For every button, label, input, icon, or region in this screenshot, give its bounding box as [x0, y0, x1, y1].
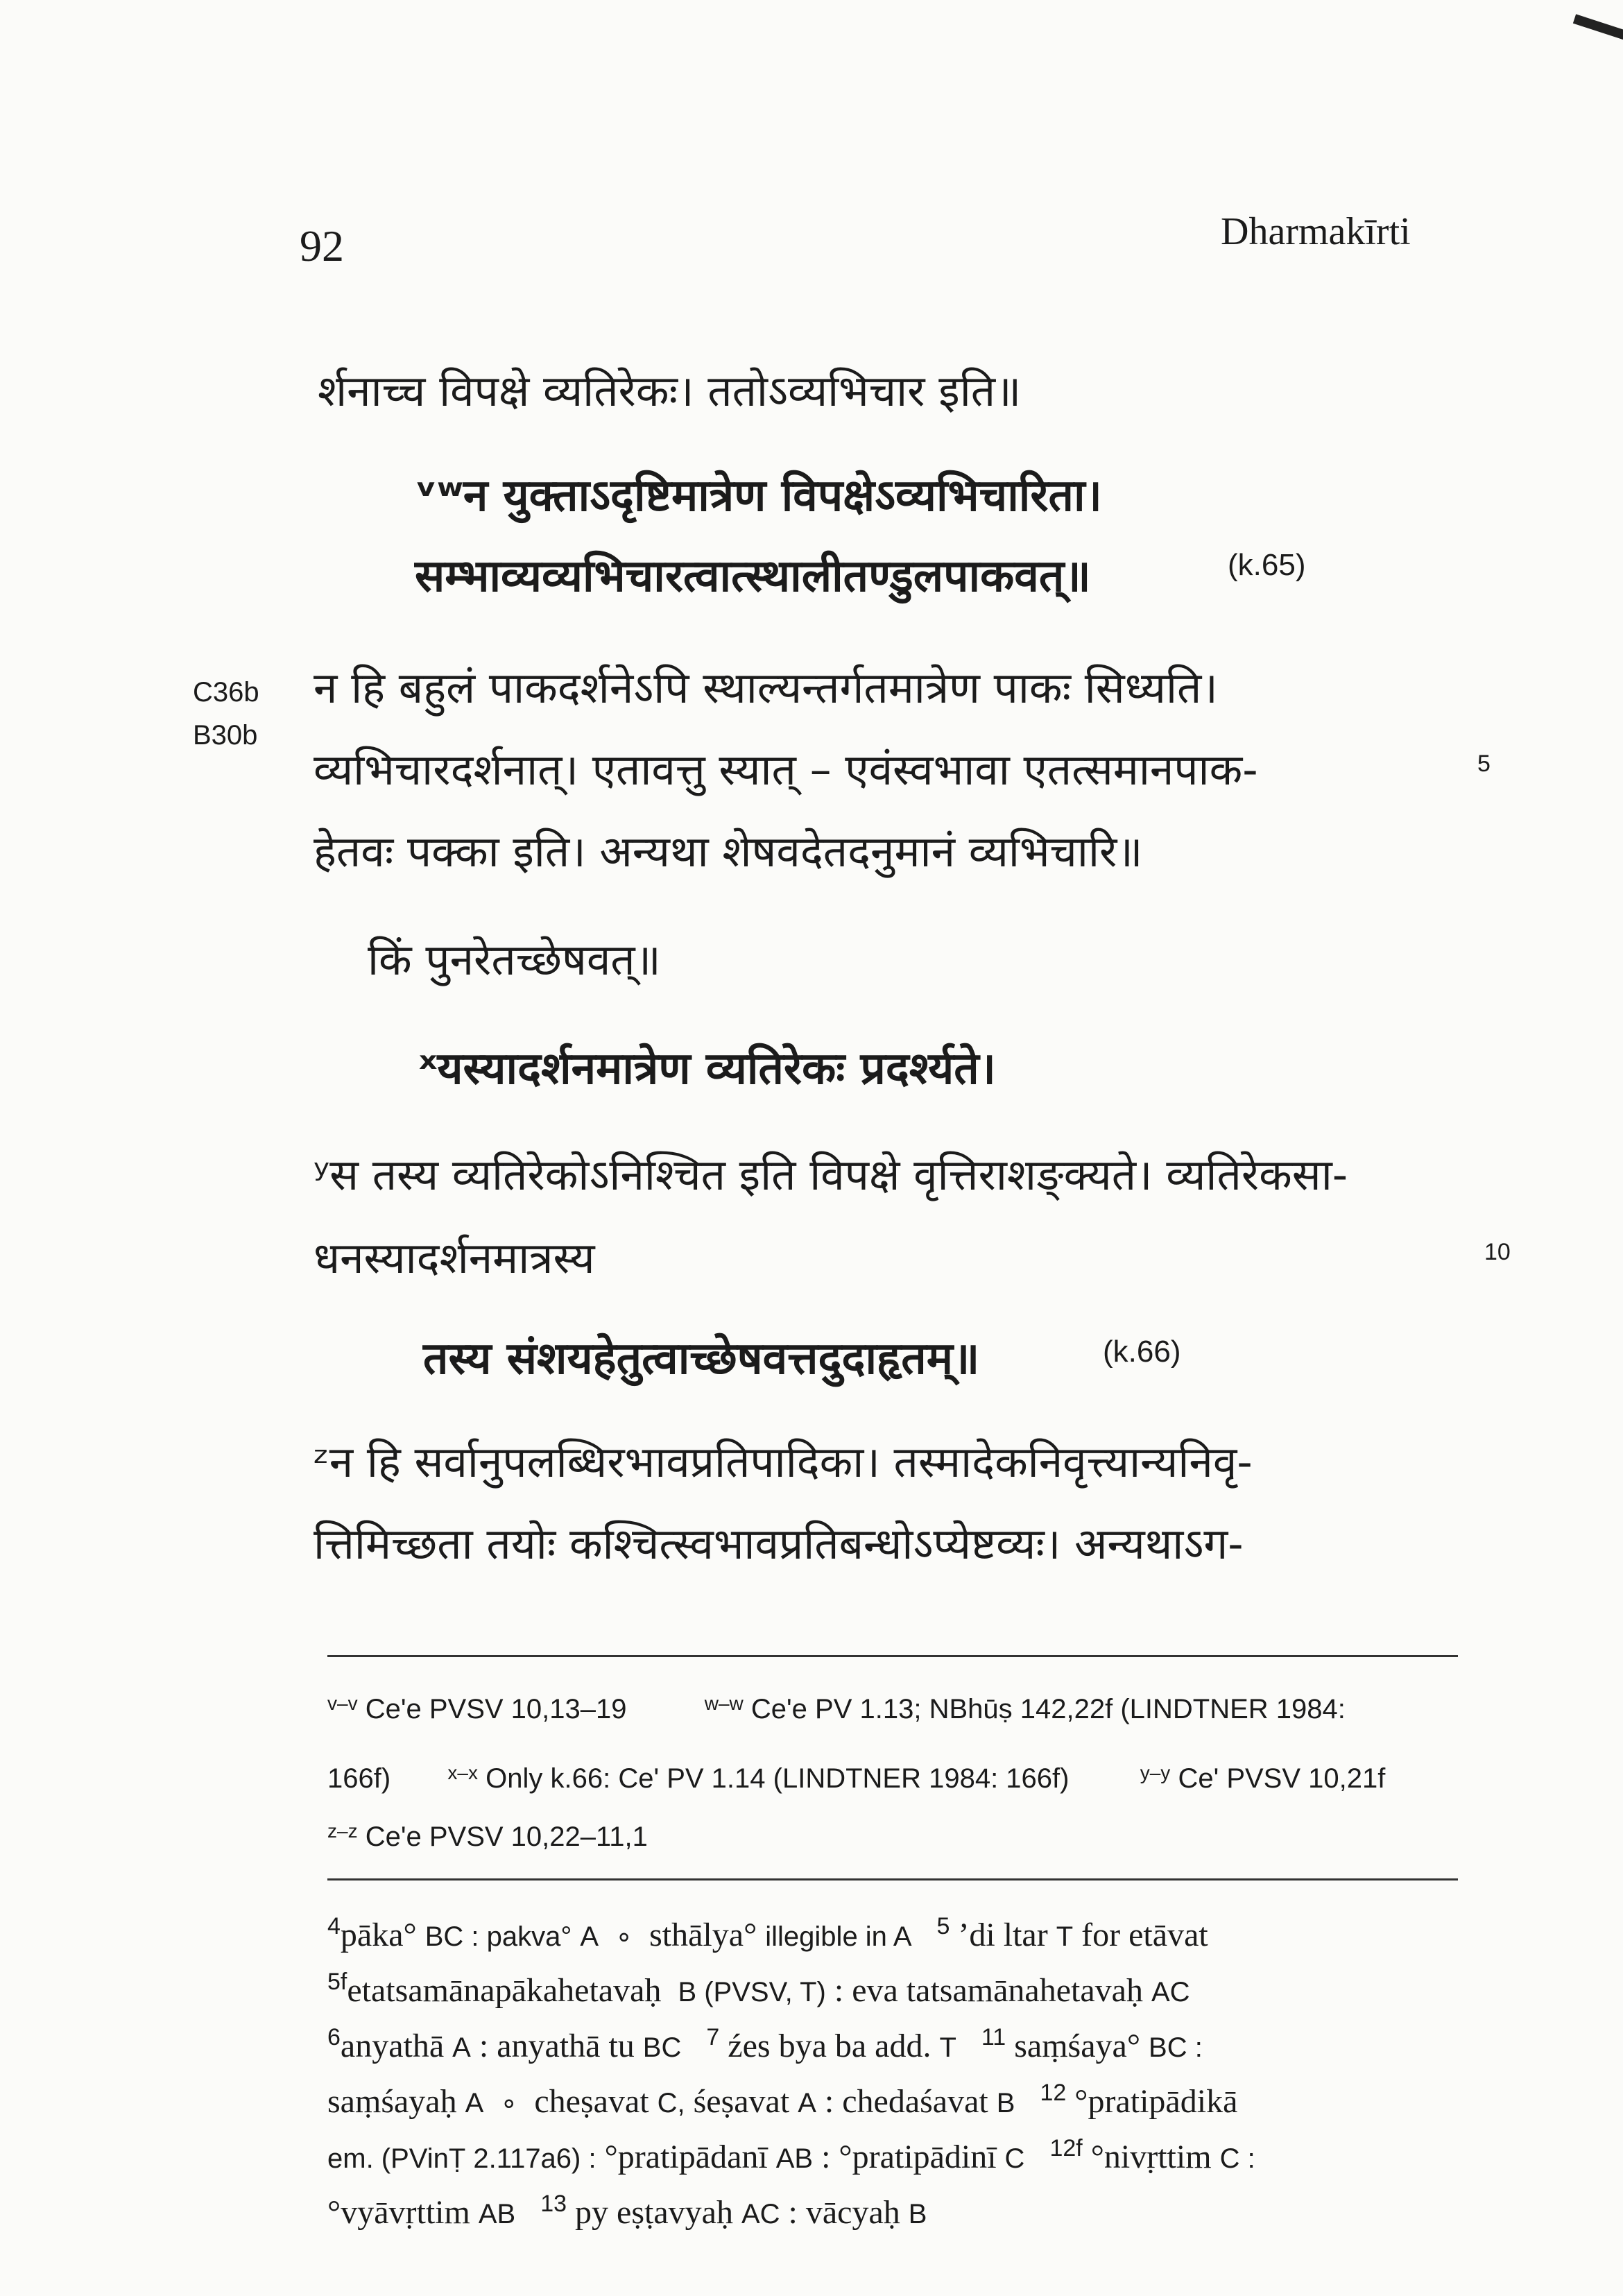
apparatus-line-1: $^4$pāka° BC : pakva° A ∘ sthālya° illegible in A $^5$ ’di ltar T for etāvat	[327, 1913, 1208, 1953]
apparatus-line-2: $^{5f}$etatsamānapākahetavaḥ B (PVSV, T) : eva tatsamānahetavaḥ AC	[327, 1969, 1190, 2009]
apparatus-line-4: saṃśayaḥ A ∘ cheṣavat C, śeṣavat A : chedaśavat B $^{12}$ °pratipādikā	[327, 2080, 1238, 2120]
verse-65-line-b: सम्भाव्यव्यभिचारत्वात्स्थालीतण्डुलपाकवत्॥	[415, 551, 1091, 602]
prose-line-2: व्यभिचारदर्शनात्। एतावत्तु स्यात् – एवंस्वभावा एतत्समानपाक-	[314, 744, 1258, 795]
verse-65-label: (k.65)	[1228, 548, 1306, 582]
line-number-5: 5	[1477, 751, 1491, 777]
prose-line-6: ᶻन हि सर्वानुपलब्धिरभावप्रतिपादिका। तस्मादेकनिवृत्त्यान्यनिवृ-	[314, 1437, 1253, 1487]
prose-line-1: न हि बहुलं पाकदर्शनेऽपि स्थाल्यन्तर्गतमात्रेण पाकः सिध्यति।	[314, 662, 1218, 713]
scan-corner-mark	[1573, 14, 1623, 40]
testimonia-line-3: $^{z-z}$ Ce'e PVSV 10,22–11,1	[327, 1820, 648, 1852]
page-number: 92	[300, 221, 344, 271]
prose-line-3: हेतवः पक्का इति। अन्यथा शेषवदेतदनुमानं व्यभिचारि॥	[314, 826, 1143, 877]
text-line-1: र्शनाच्च विपक्षे व्यतिरेकः। ततोऽव्यभिचार इति॥	[318, 366, 1022, 416]
prose-line-7: त्तिमिच्छता तयोः कश्चित्स्वभावप्रतिबन्धोऽप्येष्टव्यः। अन्यथाऽग-	[314, 1518, 1244, 1569]
prose-line-5: धनस्यादर्शनमात्रस्य	[314, 1233, 595, 1283]
running-title: Dharmakīrti	[1221, 210, 1411, 253]
apparatus-rule	[327, 1878, 1458, 1881]
apparatus-line-3: $^6$anyathā A : anyathā tu BC $^7$ źes bya ba add. T $^{11}$ saṃśaya° BC :	[327, 2024, 1203, 2064]
line-number-10: 10	[1484, 1239, 1511, 1265]
apparatus-line-6: °vyāvṛttim AB $^{13}$ py eṣṭavyaḥ AC : vācyaḥ B	[327, 2191, 927, 2231]
verse-65-line-a: ᵛʷन युक्ताऽदृष्टिमात्रेण विपक्षेऽव्यभिचारिता।	[415, 470, 1102, 522]
testimonia-line-2: 166f) $^{x-x}$ Only k.66: Ce' PV 1.14 (LINDTNER 1984: 166f) $^{y-y}$ Ce' PVSV 10,21f	[327, 1762, 1386, 1794]
verse-66-line-a: ˣयस्यादर्शनमात्रेण व्यतिरेकः प्रदर्श्यते।	[419, 1043, 996, 1095]
testimonia-line-1: $^{v-v}$ Ce'e PVSV 10,13–19 $^{w-w}$ Ce'e PV 1.13; NBhūṣ 142,22f (LINDTNER 1984:	[327, 1693, 1346, 1724]
prose-line-4: ʸस तस्य व्यतिरेकोऽनिश्चित इति विपक्षे वृत्तिराशङ्क्यते। व्यतिरेकसा-	[314, 1149, 1348, 1200]
apparatus-line-5: em. (PVinṬ 2.117a6) : °pratipādanī AB : °pratipādinī C $^{12f}$ °nivṛttim C :	[327, 2135, 1255, 2175]
folio-ref-b: B30b	[193, 720, 258, 751]
folio-ref-c: C36b	[193, 677, 259, 708]
question-line: किं पुनरेतच्छेषवत्॥	[368, 934, 661, 985]
testimonia-rule	[327, 1655, 1458, 1657]
verse-66-line-b: तस्य संशयहेतुत्वाच्छेषवत्तदुदाहृतम्॥	[423, 1333, 980, 1385]
verse-66-label: (k.66)	[1103, 1335, 1181, 1369]
